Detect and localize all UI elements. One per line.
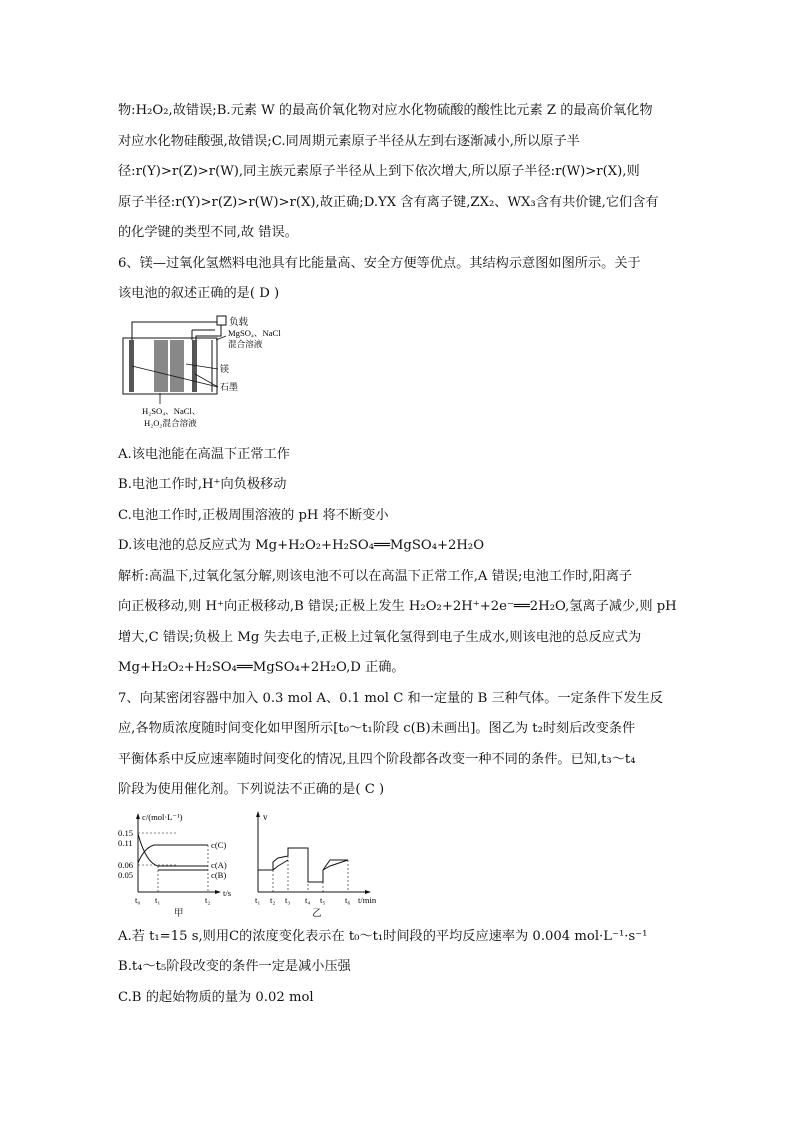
y-tick-label: 0.11 <box>118 837 133 848</box>
text-line: 径:r(Y)>r(Z)>r(W),同主族元素原子半径从上到下依次增大,所以原子半径:r(W)>r(X),则 <box>118 164 640 179</box>
load-label: 负载 <box>229 317 249 328</box>
x-tick-label: t₅ <box>320 894 326 905</box>
text-line: 物:H₂O₂,故错误;B.元素 W 的最高价氧化物对应水化物硫酸的酸性比元素 Z 的最高价氧化物 <box>118 103 653 118</box>
curve-a <box>138 834 208 866</box>
figure-caption: 甲 <box>174 908 184 918</box>
figure-caption: 乙 <box>312 908 322 918</box>
x-tick-label: t₂ <box>205 894 211 905</box>
option-c: C.B 的起始物质的量为 0.02 mol <box>118 989 314 1005</box>
option-d: D.该电池的总反应式为 Mg+H₂O₂+H₂SO₄══MgSO₄+2H₂O <box>118 538 485 553</box>
y-axis-label: c/(mol·L⁻¹) <box>142 811 183 822</box>
question-7-stem: 平衡体系中反应速率随时间变化的情况,且四个阶段都各改变一种不同的条件。已知,t₃～t₄ <box>118 751 636 767</box>
curve-label: c(A) <box>211 859 227 870</box>
text-line: 的化学键的类型不同,故 错误。 <box>118 225 298 240</box>
question-6-stem: 该电池的叙述正确的是( D ) <box>118 286 280 301</box>
x-tick-label: t₄ <box>305 894 311 905</box>
option-a: A.该电池能在高温下正常工作 <box>118 446 290 462</box>
curve-label: c(C) <box>211 839 227 850</box>
load-icon <box>217 316 226 325</box>
figure-yi <box>255 811 377 918</box>
figure-jia <box>118 812 232 918</box>
option-b: B.电池工作时,H⁺向负极移动 <box>118 477 287 492</box>
rate-figures <box>118 808 678 918</box>
question-6-stem: 6、镁—过氧化氢燃料电池具有比能量高、安全方便等优点。其结构示意图如图所示。关于 <box>118 255 641 271</box>
question-7-stem: 阶段为使用催化剂。下列说法不正确的是( C ) <box>118 782 385 797</box>
y-tick-label: 0.15 <box>118 827 134 838</box>
x-tick-label: t₆ <box>345 894 351 905</box>
solution-label: H₂O₂混合溶液 <box>144 417 197 428</box>
solution-label: 混合溶液 <box>228 338 263 349</box>
solution-line: Mg+H₂O₂+H₂SO₄══MgSO₄+2H₂O,D 正确。 <box>118 660 405 675</box>
battery-diagram <box>120 314 340 432</box>
y-axis-label: v <box>263 811 268 822</box>
solution-label: H₂SO₄、NaCl、 <box>142 405 201 416</box>
solution-label: MgSO₄、NaCl <box>228 327 281 338</box>
y-tick-label: 0.06 <box>118 859 134 870</box>
x-tick-label: t₁ <box>255 894 261 905</box>
x-axis-label: t/min <box>358 894 377 905</box>
curve-c <box>138 845 208 863</box>
solution-line: 增大,C 错误;负极上 Mg 失去电子,正极上过氧化氢得到电子生成水,则该电池的总反应式为 <box>118 629 642 645</box>
option-a: A.若 t₁=15 s,则用C的浓度变化表示在 t₀～t₁时间段的平均反应速率为 0.004 mol·L⁻¹·s⁻¹ <box>118 928 648 944</box>
question-7-stem: 7、向某密闭容器中加入 0.3 mol A、0.1 mol C 和一定量的 B 三种气体。一定条件下发生反 <box>118 690 663 706</box>
solution-line: 向正极移动,则 H⁺向正极移动,B 错误;正极上发生 H₂O₂+2H⁺+2e⁻══2H₂O,氢离子减少,则 pH <box>118 599 677 614</box>
text-line: 对应水化物硅酸强,故错误;C.同周期元素原子半径从左到右逐渐减小,所以原子半 <box>118 133 580 149</box>
graphite-label: 石墨 <box>220 381 239 392</box>
solution-line: 解析:高温下,过氧化氢分解,则该电池不可以在高温下正常工作,A 错误;电池工作时,阳离子 <box>118 568 633 584</box>
x-tick-label: t₃ <box>285 894 291 905</box>
x-axis-label: t/s <box>223 887 232 898</box>
x-tick-label: t₁ <box>155 894 161 905</box>
x-tick-label: t₀ <box>135 894 141 905</box>
question-7-stem: 应,各物质浓度随时间变化如甲图所示[t₀～t₁阶段 c(B)未画出]。图乙为 t₂时刻后改变条件 <box>118 721 636 736</box>
text-line: 原子半径:r(Y)>r(Z)>r(W)>r(X),故正确;D.YX 含有离子键,ZX₂、WX₃含有共价键,它们含有 <box>118 194 659 210</box>
y-tick-label: 0.05 <box>118 869 134 880</box>
option-b: B.t₄～t₅阶段改变的条件一定是减小压强 <box>118 959 351 974</box>
option-c: C.电池工作时,正极周围溶液的 pH 将不断变小 <box>118 507 389 523</box>
document-page <box>118 96 678 1013</box>
x-tick-label: t₂ <box>270 894 276 905</box>
magnesium-label: 镁 <box>220 363 230 374</box>
curve-label: c(B) <box>211 869 227 880</box>
